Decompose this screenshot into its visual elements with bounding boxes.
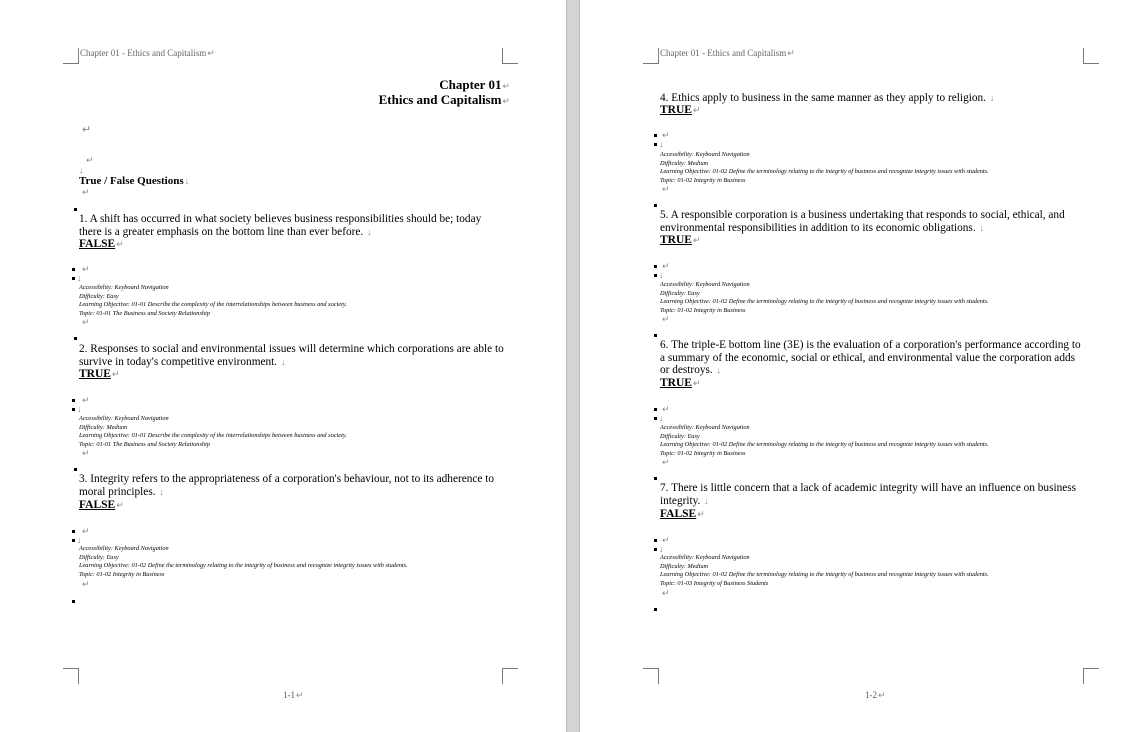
- answer: [660, 377, 701, 389]
- line-break-mark: ↓: [659, 139, 664, 149]
- paragraph-mark: ↵: [82, 264, 90, 274]
- paragraph-mark: ↵: [116, 500, 124, 510]
- line-break-mark: ↓: [77, 273, 82, 283]
- meta-accessibility: Accessibility: Keyboard Navigation: [660, 151, 750, 158]
- meta-accessibility: Accessibility: Keyboard Navigation: [660, 424, 750, 431]
- paragraph-mark: ↵: [82, 395, 90, 405]
- header-text: Chapter 01 - Ethics and Capitalism: [660, 48, 787, 58]
- paragraph-mark: ↵: [82, 526, 90, 536]
- answer-text: TRUE: [79, 368, 111, 380]
- meta-difficulty: Difficulty: Easy: [79, 292, 119, 300]
- question-line: 6. The triple-E bottom line (3E) is the evaluation of a corporation's performance according to: [660, 339, 1081, 351]
- answer-text: TRUE: [660, 104, 692, 116]
- paragraph-mark: ↵: [878, 690, 886, 700]
- line-break-mark: ↓: [367, 226, 372, 237]
- line-break-mark: ↓: [716, 365, 722, 376]
- line-break-mark: ↓: [77, 404, 82, 414]
- meta-accessibility: Accessibility: Keyboard Navigation: [79, 545, 169, 552]
- paragraph-bullet: [654, 143, 657, 146]
- answer-text: FALSE: [79, 499, 116, 511]
- meta-accessibility: Accessibility: Keyboard Navigation: [79, 415, 169, 422]
- paragraph-bullet: [654, 134, 657, 137]
- meta-learning-objective: Learning Objective: 01-02 Define the terminology relating to the integrity of business and recognize integrity issues with students.: [660, 441, 989, 449]
- meta-topic: Topic: 01-01 The Business and Society Relationship: [79, 309, 210, 317]
- question-line-wrap: [660, 92, 994, 105]
- section-heading-text: True / False Questions: [79, 175, 184, 187]
- meta-accessibility: Accessibility: Keyboard Navigation: [660, 281, 750, 288]
- paragraph-mark: ↵: [207, 48, 215, 58]
- answer-text: TRUE: [660, 377, 692, 389]
- chapter-title-text: Ethics and Capitalism: [378, 92, 502, 107]
- meta-learning-objective: Learning Objective: 01-02 Define the terminology relating to the integrity of business and recognize integrity issues with students.: [79, 562, 408, 570]
- question-line: or destroys.: [660, 364, 713, 377]
- question-line: 7. There is little concern that a lack of academic integrity will have an influence on business: [660, 482, 1077, 494]
- meta-learning-objective: Learning Objective: 01-01 Describe the complexity of the interrelationships between business and society.: [79, 432, 347, 440]
- question-line: survive in today's competitive environment.: [79, 355, 278, 368]
- question-line-wrap: [79, 226, 481, 239]
- meta-topic: Topic: 01-02 Integrity in Business: [79, 570, 165, 578]
- paragraph-mark: ↵: [82, 124, 92, 136]
- crop-mark: [502, 668, 518, 684]
- page-gutter: [566, 0, 580, 732]
- paragraph-mark: ↵: [787, 48, 795, 58]
- paragraph-mark: ↵: [82, 187, 90, 197]
- line-break-mark: ↓: [659, 270, 664, 280]
- line-break-mark: ↓: [79, 165, 84, 175]
- paragraph-bullet: [654, 204, 657, 207]
- question-metadata: [660, 424, 989, 458]
- paragraph-bullet: [654, 608, 657, 611]
- question-line: integrity.: [660, 494, 701, 507]
- page-header: [660, 48, 795, 59]
- paragraph-mark: ↵: [116, 239, 124, 249]
- paragraph-mark: ↵: [697, 509, 705, 519]
- meta-difficulty: Difficulty: Medium: [660, 562, 709, 570]
- line-break-mark: ↓: [659, 413, 664, 423]
- meta-difficulty: Difficulty: Easy: [660, 289, 700, 297]
- crop-mark: [63, 668, 79, 684]
- paragraph-bullet: [74, 337, 77, 340]
- crop-mark: [63, 48, 79, 64]
- meta-difficulty: Difficulty: Easy: [660, 432, 700, 440]
- paragraph-bullet: [654, 334, 657, 337]
- paragraph-bullet: [72, 600, 75, 603]
- paragraph-bullet: [72, 268, 75, 271]
- question-line: a summary of the economic, social or ethical, and environmental value the corporation adds: [660, 351, 1076, 364]
- line-break-mark: ↓: [979, 222, 984, 233]
- paragraph-bullet: [72, 539, 75, 542]
- meta-difficulty: Difficulty: Medium: [79, 423, 128, 431]
- paragraph-bullet: [72, 399, 75, 402]
- answer-text: FALSE: [79, 238, 116, 250]
- paragraph-mark: ↵: [662, 457, 670, 467]
- paragraph-mark: ↵: [662, 261, 670, 271]
- header-text: Chapter 01 - Ethics and Capitalism: [80, 48, 207, 58]
- question-text: [660, 339, 1081, 377]
- question-metadata: [79, 545, 408, 579]
- line-break-mark: ↓: [280, 356, 286, 367]
- question-metadata: [660, 281, 989, 315]
- question-line: 2. Responses to social and environmental issues will determine which corporations are able to: [79, 343, 504, 355]
- question-line: environmental responsibilities in addition to its economic obligations.: [660, 221, 976, 234]
- paragraph-bullet: [654, 417, 657, 420]
- paragraph-mark: ↵: [82, 579, 90, 589]
- meta-learning-objective: Learning Objective: 01-02 Define the terminology relating to the integrity of business and recognize integrity issues with students.: [660, 168, 989, 176]
- line-break-mark: ↓: [989, 93, 995, 103]
- section-heading: [79, 175, 189, 187]
- paragraph-bullet: [74, 468, 77, 471]
- question-line-wrap: [660, 364, 1081, 377]
- question-text: [660, 209, 1065, 234]
- line-break-mark: ↓: [184, 176, 190, 186]
- paragraph-mark: ↵: [502, 96, 510, 106]
- paragraph-mark: ↵: [662, 130, 670, 140]
- question-line-wrap: [660, 495, 1076, 508]
- paragraph-bullet: [654, 548, 657, 551]
- paragraph-bullet: [72, 530, 75, 533]
- meta-topic: Topic: 01-02 Integrity in Business: [660, 449, 746, 457]
- meta-accessibility: Accessibility: Keyboard Navigation: [79, 284, 169, 291]
- paragraph-mark: ↵: [662, 404, 670, 414]
- paragraph-mark: ↵: [82, 448, 90, 458]
- paragraph-bullet: [654, 539, 657, 542]
- meta-learning-objective: Learning Objective: 01-02 Define the terminology relating to the integrity of business and recognize integrity issues with students.: [660, 571, 989, 579]
- meta-topic: Topic: 01-02 Integrity in Business: [660, 306, 746, 314]
- line-break-mark: ↓: [704, 495, 709, 506]
- paragraph-bullet: [72, 277, 75, 280]
- paragraph-mark: ↵: [86, 155, 94, 165]
- question-text: [79, 343, 504, 368]
- question-line-wrap: [79, 486, 494, 499]
- paragraph-mark: ↵: [82, 317, 90, 327]
- question-metadata: [79, 415, 347, 449]
- answer-text: FALSE: [660, 508, 697, 520]
- paragraph-bullet: [74, 208, 77, 211]
- meta-learning-objective: Learning Objective: 01-01 Describe the complexity of the interrelationships between business and society.: [79, 301, 347, 309]
- header-divider: [658, 48, 659, 60]
- answer: [79, 499, 124, 511]
- paragraph-mark: ↵: [502, 81, 510, 91]
- question-metadata: [660, 151, 989, 185]
- page-footer: [865, 690, 886, 701]
- paragraph-mark: ↵: [662, 314, 670, 324]
- answer: [660, 234, 701, 246]
- meta-topic: Topic: 01-03 Integrity of Business Students: [660, 579, 769, 587]
- question-text: [660, 482, 1076, 507]
- header-divider: [78, 48, 79, 60]
- paragraph-mark: ↵: [692, 378, 701, 388]
- document-page-1: [0, 0, 566, 732]
- paragraph-mark: ↵: [296, 690, 304, 700]
- page-number: 1-1: [283, 690, 295, 700]
- paragraph-bullet: [654, 274, 657, 277]
- paragraph-bullet: [654, 265, 657, 268]
- meta-difficulty: Difficulty: Medium: [660, 159, 709, 167]
- question-line: there is a greater emphasis on the bottom line than ever before.: [79, 225, 364, 238]
- question-text: [79, 473, 494, 498]
- crop-mark: [1083, 48, 1099, 64]
- answer: [660, 508, 705, 520]
- line-break-mark: ↓: [659, 544, 664, 554]
- paragraph-bullet: [654, 408, 657, 411]
- answer-text: TRUE: [660, 234, 692, 246]
- paragraph-bullet: [654, 477, 657, 480]
- question-line: 3. Integrity refers to the appropriateness of a corporation's behaviour, not to its adherence to: [79, 473, 495, 485]
- answer: [79, 368, 120, 380]
- question-metadata: [660, 554, 989, 588]
- question-line-wrap: [660, 222, 1065, 235]
- page-footer: [283, 690, 304, 701]
- meta-topic: Topic: 01-01 The Business and Society Relationship: [79, 440, 210, 448]
- question-text: [79, 213, 481, 238]
- crop-mark: [1083, 668, 1099, 684]
- meta-accessibility: Accessibility: Keyboard Navigation: [660, 554, 750, 561]
- paragraph-mark: ↵: [111, 369, 120, 379]
- line-break-mark: ↓: [77, 535, 82, 545]
- crop-mark: [643, 668, 659, 684]
- paragraph-mark: ↵: [662, 588, 670, 598]
- document-page-2: [580, 0, 1148, 732]
- question-line: moral principles.: [79, 485, 156, 498]
- chapter-title: [379, 92, 510, 109]
- question-line: 4. Ethics apply to business in the same manner as they apply to religion.: [660, 92, 986, 104]
- question-line: 5. A responsible corporation is a business undertaking that responds to social, ethical, and: [660, 209, 1065, 221]
- meta-topic: Topic: 01-02 Integrity in Business: [660, 176, 746, 184]
- answer: [660, 104, 701, 116]
- question-line: 1. A shift has occurred in what society believes business responsibilities should be; today: [79, 213, 482, 225]
- question-line-wrap: [79, 356, 504, 369]
- question-text: [660, 92, 994, 105]
- crop-mark: [643, 48, 659, 64]
- meta-learning-objective: Learning Objective: 01-02 Define the terminology relating to the integrity of business and recognize integrity issues with students.: [660, 298, 989, 306]
- line-break-mark: ↓: [159, 486, 164, 497]
- page-number: 1-2: [865, 690, 877, 700]
- meta-difficulty: Difficulty: Easy: [79, 553, 119, 561]
- paragraph-mark: ↵: [692, 105, 701, 115]
- chapter-number-text: Chapter 01: [439, 77, 502, 92]
- page-header: [80, 48, 215, 59]
- answer: [79, 238, 124, 250]
- paragraph-mark: ↵: [662, 184, 670, 194]
- paragraph-mark: ↵: [662, 535, 670, 545]
- paragraph-bullet: [72, 408, 75, 411]
- crop-mark: [502, 48, 518, 64]
- question-metadata: [79, 284, 347, 318]
- paragraph-mark: ↵: [692, 235, 701, 245]
